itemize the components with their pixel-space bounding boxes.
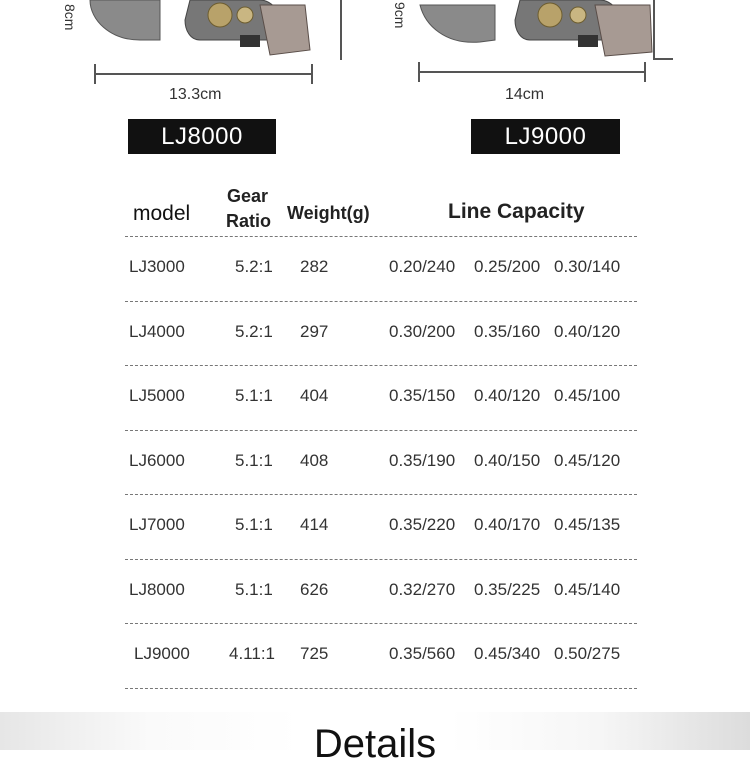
cell-model: LJ6000	[129, 450, 185, 470]
row-separator	[125, 688, 637, 689]
side-dimension-left-label: 8cm	[62, 4, 78, 31]
cell-capacity-3: 0.50/275	[554, 644, 621, 663]
model-tag-right: LJ9000	[471, 119, 620, 154]
table-row	[0, 237, 750, 301]
cell-capacity-1: 0.35/190	[389, 450, 456, 470]
cell-gear-ratio: 5.1:1	[235, 579, 273, 599]
cell-capacity-1: 0.35/220	[389, 515, 456, 534]
cell-capacity-2: 0.25/200	[474, 257, 541, 276]
cell-model: LJ3000	[129, 257, 185, 276]
dimension-line-left	[94, 73, 312, 75]
cell-capacity-3: 0.45/120	[554, 450, 621, 470]
cell-weight: 297	[300, 321, 329, 341]
table-row	[0, 366, 750, 430]
dimension-tick-left-end	[311, 64, 313, 84]
cell-weight: 626	[300, 579, 329, 599]
cell-capacity-3: 0.45/140	[554, 579, 621, 599]
cell-model: LJ9000	[134, 644, 190, 663]
cell-capacity-1: 0.35/150	[389, 386, 456, 405]
cell-capacity-2: 0.40/150	[474, 450, 541, 470]
vertical-dimension-line-left	[340, 0, 342, 60]
cell-weight: 408	[300, 450, 329, 470]
table-row	[0, 495, 750, 559]
header-model: model	[133, 202, 191, 225]
dimension-label-left: 13.3cm	[169, 86, 222, 103]
table-row	[0, 431, 750, 495]
dimension-label-right: 14cm	[505, 86, 545, 103]
cell-weight: 404	[300, 386, 329, 405]
cell-gear-ratio: 5.1:1	[235, 450, 273, 470]
cell-capacity-3: 0.45/135	[554, 515, 621, 534]
table-row	[0, 624, 750, 688]
vertical-dimension-line-right	[653, 0, 655, 58]
table-row	[0, 560, 750, 624]
cell-weight: 725	[300, 644, 329, 663]
cell-model: LJ4000	[129, 321, 185, 341]
table-row	[0, 302, 750, 366]
cell-capacity-2: 0.35/160	[474, 321, 541, 341]
cell-model: LJ8000	[129, 579, 185, 599]
cell-model: LJ7000	[129, 515, 185, 534]
header-weight: Weight(g)	[287, 203, 370, 223]
dimension-tick-right-end	[644, 62, 646, 82]
cell-capacity-1: 0.30/200	[389, 321, 456, 341]
cell-gear-ratio: 4.11:1	[229, 644, 276, 663]
cell-gear-ratio: 5.1:1	[235, 515, 273, 534]
cell-capacity-1: 0.32/270	[389, 579, 456, 599]
cell-capacity-2: 0.45/340	[474, 644, 541, 663]
cell-capacity-2: 0.40/120	[474, 386, 541, 405]
vertical-dimension-foot-right	[653, 58, 673, 60]
details-heading: Details	[313, 722, 437, 766]
cell-model: LJ5000	[129, 386, 185, 405]
side-dimension-right-label: 9cm	[392, 2, 408, 29]
reel-image-lj9000	[400, 0, 680, 60]
header-line-capacity: Line Capacity	[448, 200, 585, 223]
cell-gear-ratio: 5.1:1	[235, 386, 273, 405]
cell-capacity-1: 0.20/240	[389, 257, 456, 276]
cell-capacity-2: 0.40/170	[474, 515, 541, 534]
cell-capacity-1: 0.35/560	[389, 644, 456, 663]
header-gear-ratio-line1: Gear	[227, 186, 269, 206]
cell-capacity-3: 0.45/100	[554, 386, 621, 405]
cell-capacity-3: 0.40/120	[554, 321, 621, 341]
cell-gear-ratio: 5.2:1	[235, 321, 273, 341]
cell-weight: 414	[300, 515, 329, 534]
model-tag-left: LJ8000	[128, 119, 276, 154]
cell-capacity-3: 0.30/140	[554, 257, 621, 276]
cell-weight: 282	[300, 257, 329, 276]
header-gear-ratio-line2: Ratio	[226, 211, 271, 231]
cell-gear-ratio: 5.2:1	[235, 257, 273, 276]
cell-capacity-2: 0.35/225	[474, 579, 541, 599]
dimension-line-right	[418, 71, 645, 73]
reel-image-lj8000	[70, 0, 330, 60]
